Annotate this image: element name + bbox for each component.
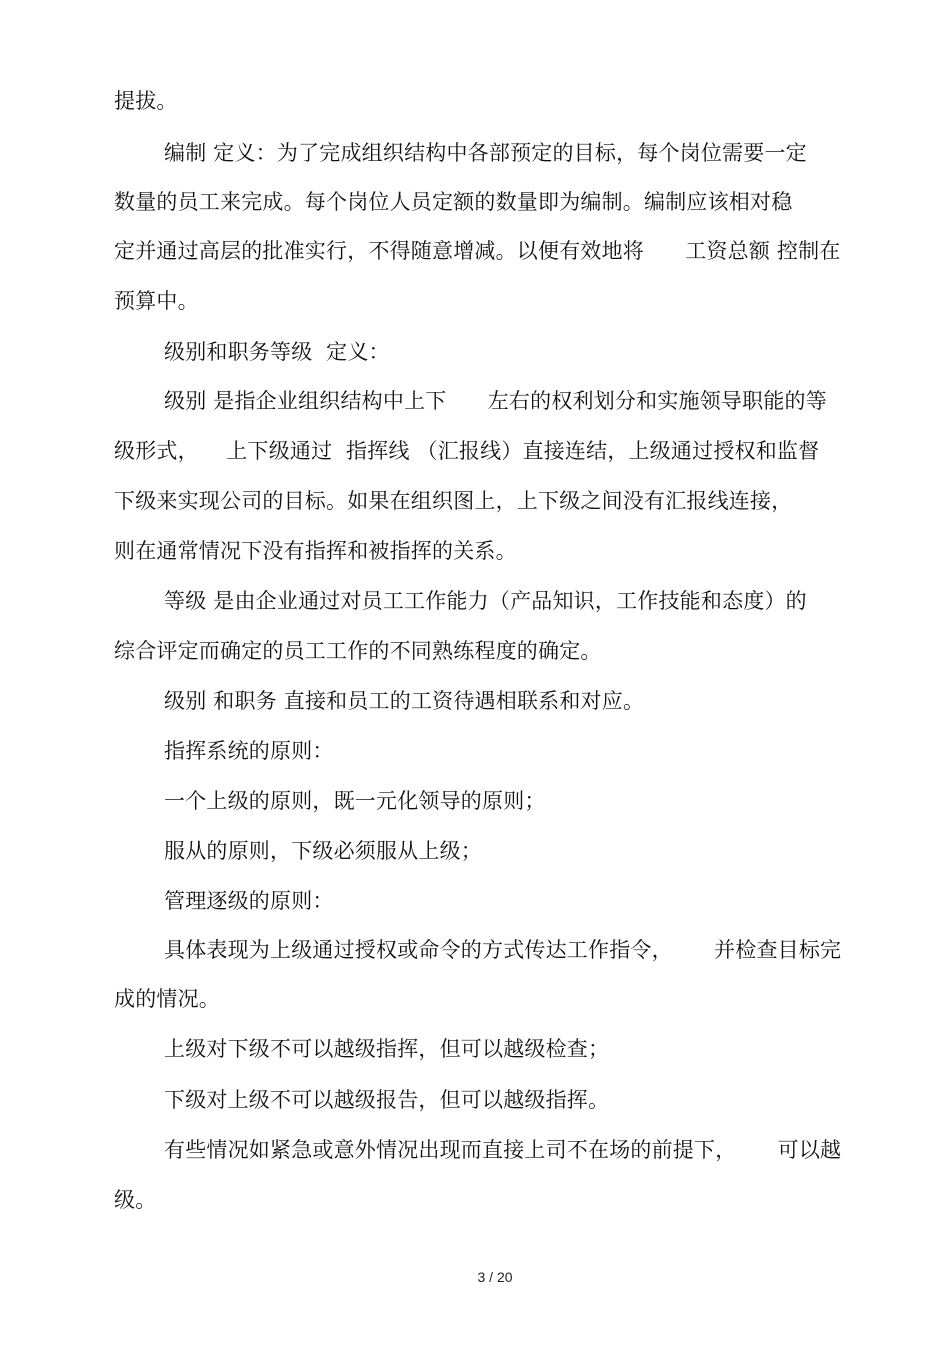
text-line: 级。 <box>114 1188 157 1212</box>
text-line: 提拔。 <box>114 89 178 113</box>
text-line: 级别 是指企业组织结构中上下 左右的权利划分和实施领导职能的等 <box>164 389 827 413</box>
text-line: 管理逐级的原则： <box>164 889 334 913</box>
text-line: 级别和职务等级 定义： <box>164 340 390 364</box>
text-line: 下级来实现公司的目标。如果在组织图上，上下级之间没有汇报线连接， <box>114 489 793 513</box>
text-line: 下级对上级不可以越级报告，但可以越级指挥。 <box>164 1088 610 1112</box>
text-line: 数量的员工来完成。每个岗位人员定额的数量即为编制。编制应该相对稳 <box>114 190 793 214</box>
text-line: 服从的原则，下级必须服从上级； <box>164 839 482 863</box>
text-line: 上级对下级不可以越级指挥，但可以越级检查； <box>164 1037 610 1061</box>
text-line: 级别 和职务 直接和员工的工资待遇相联系和对应。 <box>164 689 645 713</box>
text-line: 有些情况如紧急或意外情况出现而直接上司不在场的前提下， 可以越 <box>164 1138 842 1162</box>
text-line: 预算中。 <box>114 289 199 313</box>
text-line: 则在通常情况下没有指挥和被指挥的关系。 <box>114 539 517 563</box>
text-line: 一个上级的原则，既一元化领导的原则； <box>164 789 546 813</box>
text-line: 具体表现为上级通过授权或命令的方式传达工作指令， 并检查目标完 <box>164 938 842 962</box>
text-line: 成的情况。 <box>114 987 220 1011</box>
text-line: 等级 是由企业通过对员工工作能力（产品知识，工作技能和态度）的 <box>164 589 807 613</box>
text-line: 级形式， 上下级通过 指挥线 （汇报线）直接连结，上级通过授权和监督 <box>114 439 820 463</box>
text-line: 编制 定义：为了完成组织结构中各部预定的目标，每个岗位需要一定 <box>164 141 807 165</box>
text-line: 综合评定而确定的员工工作的不同熟练程度的确定。 <box>114 639 602 663</box>
text-line: 定并通过高层的批准实行，不得随意增减。以便有效地将 工资总额 控制在 <box>114 239 841 263</box>
text-line: 指挥系统的原则： <box>164 739 334 763</box>
page-number: 3 / 20 <box>477 1269 513 1285</box>
